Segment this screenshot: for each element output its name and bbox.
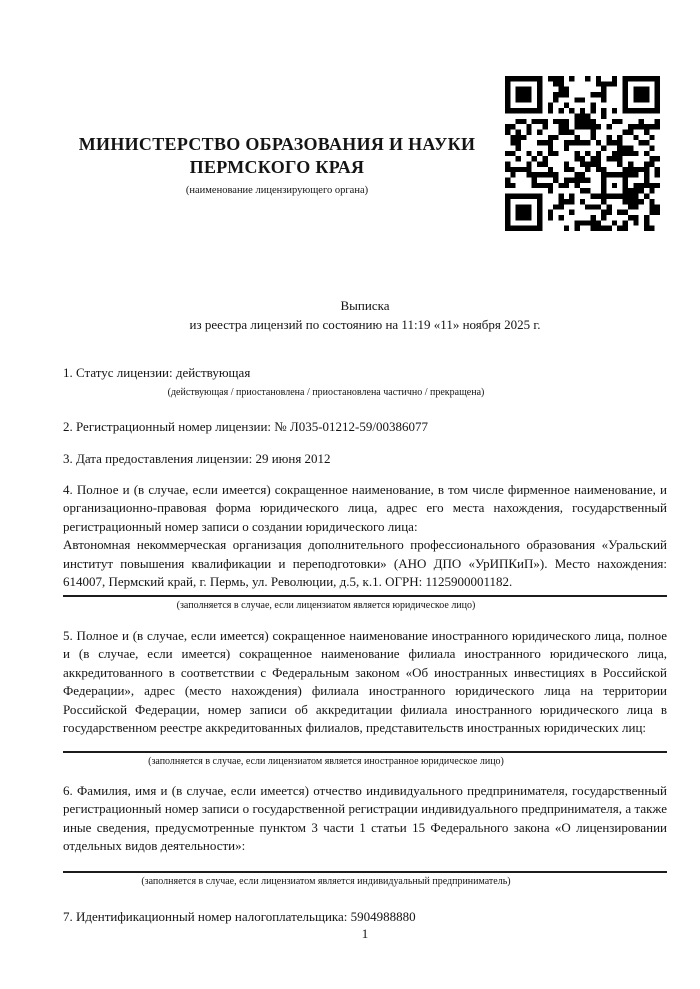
item-4-legal-entity-value: Автономная некоммерческая организация дополнительного профессионального образования «Уральский институт повышения квалификации и переподготовки» (АНО ДПО «УрИПКиП»). Место нахождения: 614007, Пермский край, г. Пермь, ул. Революции, д.5, к.1. ОГРН: 1125900001182.: [63, 537, 667, 589]
document-body: [63, 297, 667, 926]
item-4-blank-line-rule: [63, 595, 667, 597]
item-5-foreign-entity-label: 5. Полное и (в случае, если имеется) сокращенное наименование иностранного юридического лица, полное и (в случае, если имеется) сокращенное наименование филиала иностранного юридического лица, аккредитованного в соответствии с Федеральным законом «Об иностранных инвестициях в Российской Федерации», адрес (место нахождения) филиала иностранного юридического лица на территории Российской Федерации, номер записи об аккредитации филиала иностранного юридического лица в государственном реестре аккредитованных филиалов, представительств иностранных юридических лиц:: [63, 627, 667, 735]
item-1-license-status: 1. Статус лицензии: действующая: [63, 365, 251, 380]
item-6-caption: (заполняется в случае, если лицензиатом является индивидуальный предприниматель): [141, 875, 511, 887]
ministry-caption: (наименование лицензирующего органа): [185, 185, 369, 196]
item-6-entrepreneur-label: 6. Фамилия, имя и (в случае, если имеется) отчество индивидуального предпринимателя, государственный регистрационный номер записи о государственной регистрации индивидуального предпринимателя, а также иные сведения, предусмотренные пунктом 3 части 1 статьи 15 Федерального закона «О лицензировании отдельных видов деятельности»:: [63, 782, 667, 853]
qr-code-canvas: [505, 76, 660, 231]
item-1-caption: (действующая / приостановлена / приостановлена частично / прекращена): [167, 386, 485, 398]
document-title-line2: из реестра лицензий по состоянию на 11:19 «11» ноября 2025 г.: [189, 316, 541, 332]
page-number: 1: [361, 926, 369, 941]
ministry-header: [63, 133, 491, 197]
document-title-line1: Выписка: [340, 298, 390, 313]
item-5-caption: (заполняется в случае, если лицензиатом является иностранное юридическое лицо): [148, 755, 504, 767]
item-4-caption: (заполняется в случае, если лицензиатом является юридическое лицо): [176, 599, 476, 611]
document-title: [63, 297, 667, 334]
qr-code-icon: [505, 76, 660, 231]
item-4-legal-entity-label: 4. Полное и (в случае, если имеется) сокращенное наименование, в том числе фирменное наименование, и организационно-правовая форма юридического лица, адрес его места нахождения, государственный регистрационный номер записи о создании юридического лица:: [63, 481, 667, 534]
item-3-grant-date: 3. Дата предоставления лицензии: 29 июня 2012: [63, 451, 331, 466]
item-5-blank-line-rule: [63, 751, 667, 753]
item-6-blank-line-rule: [63, 871, 667, 873]
ministry-name-line1: МИНИСТЕРСТВО ОБРАЗОВАНИЯ И НАУКИ: [78, 134, 476, 154]
item-7-taxpayer-number: 7. Идентификационный номер налогоплательщика: 5904988880: [63, 908, 416, 924]
item-2-registration-number: 2. Регистрационный номер лицензии: № Л035-01212-59/00386077: [63, 418, 429, 434]
ministry-name-line2: ПЕРМСКОГО КРАЯ: [189, 157, 365, 177]
